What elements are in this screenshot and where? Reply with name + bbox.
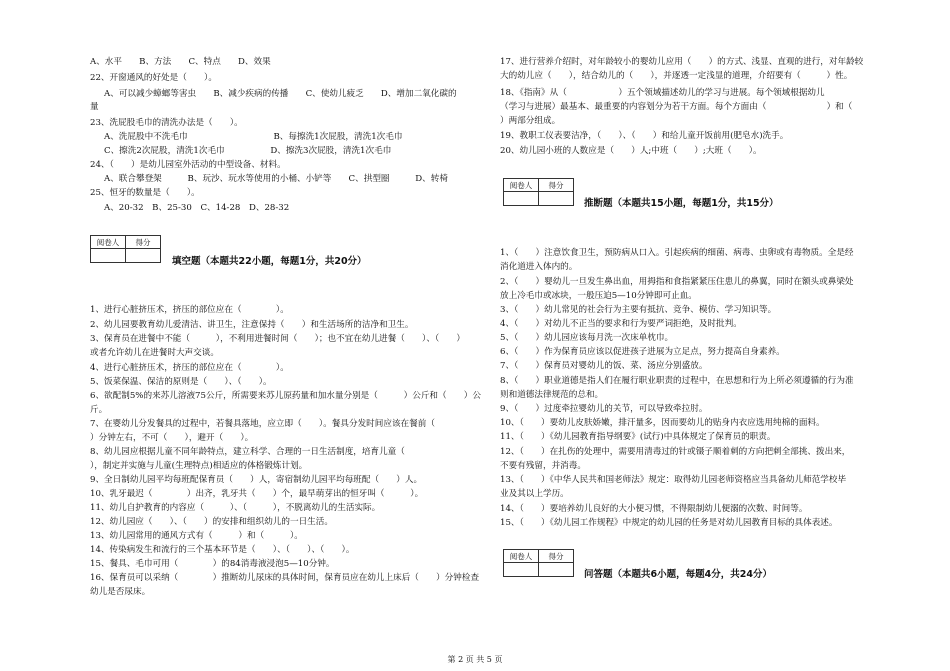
- judge-line: 7、（ ）保育员对婴幼儿的饭、菜、汤应分别盛放。: [500, 361, 708, 371]
- q25-options: A、20-32 B、25-30 C、14-28 D、28-32: [104, 203, 290, 213]
- judge-line: 业及其以上学历。: [500, 489, 569, 499]
- grader-label: 阅卷人: [91, 236, 126, 249]
- q24: 24、（ ）是幼儿园室外活动的中型设备、材料。: [90, 160, 286, 170]
- grader-label: 阅卷人: [504, 179, 539, 192]
- fill-line: 或者允许幼儿在进餐时大声交谈。: [90, 348, 219, 358]
- fill-line: 3、保育员在进餐中不能（ ），不利用进餐时间（ ）；也不宜在幼儿进餐（ ）、（ ）: [90, 334, 465, 344]
- judge-line: 13、（ ）《中华人民共和国老师法》规定：取得幼儿园老师资格应当具备幼儿师范学校毕: [500, 475, 847, 485]
- fill-line: ）分钟左右，不可（ ），避开（ ）。: [90, 433, 254, 443]
- judge-line: 4、（ ）对幼儿不正当的要求和行为要严词拒绝，及时批判。: [500, 319, 742, 329]
- q20: 20、幼儿园小班的人数应是（ ）人;中班（ ）;大班（ ）。: [500, 146, 762, 156]
- q18: 18、《指南》从（ ）五个领域描述幼儿的学习与进展。每个领域根据幼儿: [500, 88, 825, 98]
- fill-line: ），制定并实施与儿童(生理特点)相适应的体格锻炼计划。: [90, 461, 308, 471]
- judge-line: 8、（ ）职业道德是指人们在履行职业职责的过程中，在思想和行为上所必须遵循的行为准: [500, 376, 854, 386]
- judge-line: 3、（ ）幼儿常见的社会行为主要有抵抗、竞争、模仿、学习知识等。: [500, 305, 777, 315]
- q25: 25、恒牙的数量是（ ）。: [90, 188, 200, 198]
- qa-grade-box: [503, 549, 574, 577]
- grader-cell: [91, 249, 126, 263]
- fill-line: 8、幼儿园应根据儿童不同年龄特点，建立科学、合理的一日生活制度，培育儿童（: [90, 447, 423, 457]
- q21-options: A、水平 B、方法 C、特点 D、效果: [90, 57, 271, 67]
- judge-line: 消化道进入体内的。: [500, 262, 578, 272]
- judge-line: 放上冷毛巾或冰块，一般压迫5—10分钟即可止血。: [500, 291, 697, 301]
- q22: 22、开窗通风的好处是（ ）。: [90, 73, 217, 83]
- fill-section-title: 填空题（本题共22小题，每题1分，共20分）: [172, 256, 367, 267]
- judge-line: 不要有残留，并消毒。: [500, 461, 586, 471]
- judge-grade-box: [503, 178, 574, 206]
- q18-cont: （学习与进展）最基本、最重要的内容划分为若干方面。每个方面由（ ）和（: [500, 102, 853, 112]
- fill-line: 2、幼儿园要教育幼儿爱清洁、讲卫生，注意保持（ ）和生活场所的洁净和卫生。: [90, 320, 414, 330]
- fill-line: 10、乳牙最迟（ ）出齐，乳牙共（ ）个，最早萌芽出的恒牙叫（ ）。: [90, 489, 424, 499]
- fill-line: 7、在婴幼儿分发餐具的过程中，若餐具落地，应立即（ ）。餐具分发时间应该在餐前（: [90, 419, 453, 429]
- judge-line: 5、（ ）幼儿园应该每月洗一次床单枕巾。: [500, 333, 674, 343]
- judge-line: 1、（ ）注意饮食卫生，预防病从口入。引起疾病的细菌、病毒、虫卵或有毒物质。全是经: [500, 248, 854, 258]
- judge-line: 12、（ ）在扎伤的处理中，需要用清毒过的针或镊子顺着刺的方向把刺全部挑、拨出来，: [500, 447, 851, 457]
- fill-line: 13、幼儿园常用的通风方式有（ ）和（ ）。: [90, 531, 303, 541]
- fill-line: 幼儿是否尿床。: [90, 587, 151, 597]
- fill-line: 16、保育员可以采纳（ ）推断幼儿尿床的具体时间，保育员应在幼儿上床后（ ）分钟检查: [90, 573, 480, 583]
- score-cell: [539, 563, 574, 577]
- judge-line: 14、（ ）要培养幼儿良好的大小便习惯，不得限制幼儿便溺的次数、时间等。: [500, 504, 808, 514]
- qa-section-title: 问答题（本题共6小题，每题4分，共24分）: [584, 569, 772, 580]
- grader-cell: [504, 192, 539, 206]
- fill-line: 斤。: [90, 405, 108, 415]
- judge-line: 6、（ ）作为保育员应该以促进孩子进展为立足点，努力提高自身素养。: [500, 347, 785, 357]
- fill-line: 11、幼儿自护教育的内容应（ ）、（ ），不脱离幼儿的生活实际。: [90, 503, 381, 513]
- judge-line: 9、（ ）过度牵拉婴幼儿的关节，可以导致牵拉肘。: [500, 404, 708, 414]
- judge-line: 11、（ ）《幼儿园教育指导纲要》(试行)中具体规定了保育员的职责。: [500, 432, 776, 442]
- q22-options: A、可以减少蟑螂等害虫 B、减少疾病的传播 C、使幼儿疲乏 D、增加二氧化碳的: [104, 89, 457, 99]
- judge-section-title: 推断题（本题共15小题，每题1分，共15分）: [584, 198, 779, 209]
- score-label: 得分: [126, 236, 161, 249]
- fill-line: 15、餐具、毛巾可用（ ）的84消毒液浸泡5—10分钟。: [90, 559, 335, 569]
- grader-cell: [504, 563, 539, 577]
- score-cell: [539, 192, 574, 206]
- fill-line: 14、传染病发生和流行的三个基本环节是（ ）、（ ）、（ ）。: [90, 545, 355, 555]
- score-label: 得分: [539, 550, 574, 563]
- q23-options-ab: A、洗屁股中不洗毛巾 B、每擦洗1次屁股，清洗1次毛巾: [104, 132, 403, 142]
- fill-line: 9、全日制幼儿园平均每班配保育员（ ）人，寄宿制幼儿园平均每班配（ ）人。: [90, 475, 423, 485]
- fill-line: 1、进行心脏挤压术，挤压的部位应在（ ）。: [90, 305, 289, 315]
- fill-grade-box: [90, 235, 161, 263]
- q24-options: A、联合攀登架 B、玩沙、玩水等使用的小桶、小铲等 C、拱型圈 D、转椅: [104, 174, 448, 184]
- q18-cont2: ）两部分组成。: [500, 116, 561, 126]
- fill-line: 4、进行心脏挤压术，挤压的部位应在（ ）。: [90, 363, 289, 373]
- q17-cont: 大的幼儿应（ ），结合幼儿的（ ），并逐透一定浅显的道理，介绍要有（ ）性。: [500, 71, 853, 81]
- judge-line: 10、（ ）要幼儿皮肤娇嫩，排汗量多，因而要幼儿的贴身内衣应选用纯棉的面料。: [500, 418, 825, 428]
- judge-line: 则和道德法律规范的总和。: [500, 390, 604, 400]
- q22-options-cont: 量: [90, 102, 99, 112]
- page-footer: 第 2 页 共 5 页: [447, 655, 503, 664]
- judge-line: 2、（ ）婴幼儿一旦发生鼻出血，用拇指和食指紧紧压住患儿的鼻翼，同时在额头或鼻梁处: [500, 277, 854, 287]
- q23: 23、洗屁股毛巾的清洗办法是（ ）。: [90, 118, 243, 128]
- judge-line: 15、（ ）《幼儿园工作规程》中规定的幼儿园的任务是对幼儿园教育目标的具体表述。: [500, 518, 838, 528]
- q19: 19、教职工仪表要洁净，（ ）、（ ）和给儿童开饭前用(肥皂水)洗手。: [500, 131, 789, 141]
- fill-line: 12、幼儿园应（ ）、（ ）的安排和组织幼儿的一日生活。: [90, 517, 333, 527]
- q17: 17、进行营养介绍时，对年龄较小的婴幼儿应用（ ）的方式、浅显、直观的进行，对年龄较: [500, 57, 864, 67]
- fill-line: 5、饭菜保温、保洁的原则是（ ）、（ ）。: [90, 377, 272, 387]
- q23-options-cd: C、擦洗2次屁股，清洗1次毛巾 D、擦洗3次屁股，清洗1次毛巾: [104, 146, 392, 156]
- fill-line: 6、欲配制5%的来苏儿溶液75公斤，所需要来苏儿原药量和加水量分别是（ ）公斤和（ ）公: [90, 391, 481, 401]
- grader-label: 阅卷人: [504, 550, 539, 563]
- score-cell: [126, 249, 161, 263]
- score-label: 得分: [539, 179, 574, 192]
